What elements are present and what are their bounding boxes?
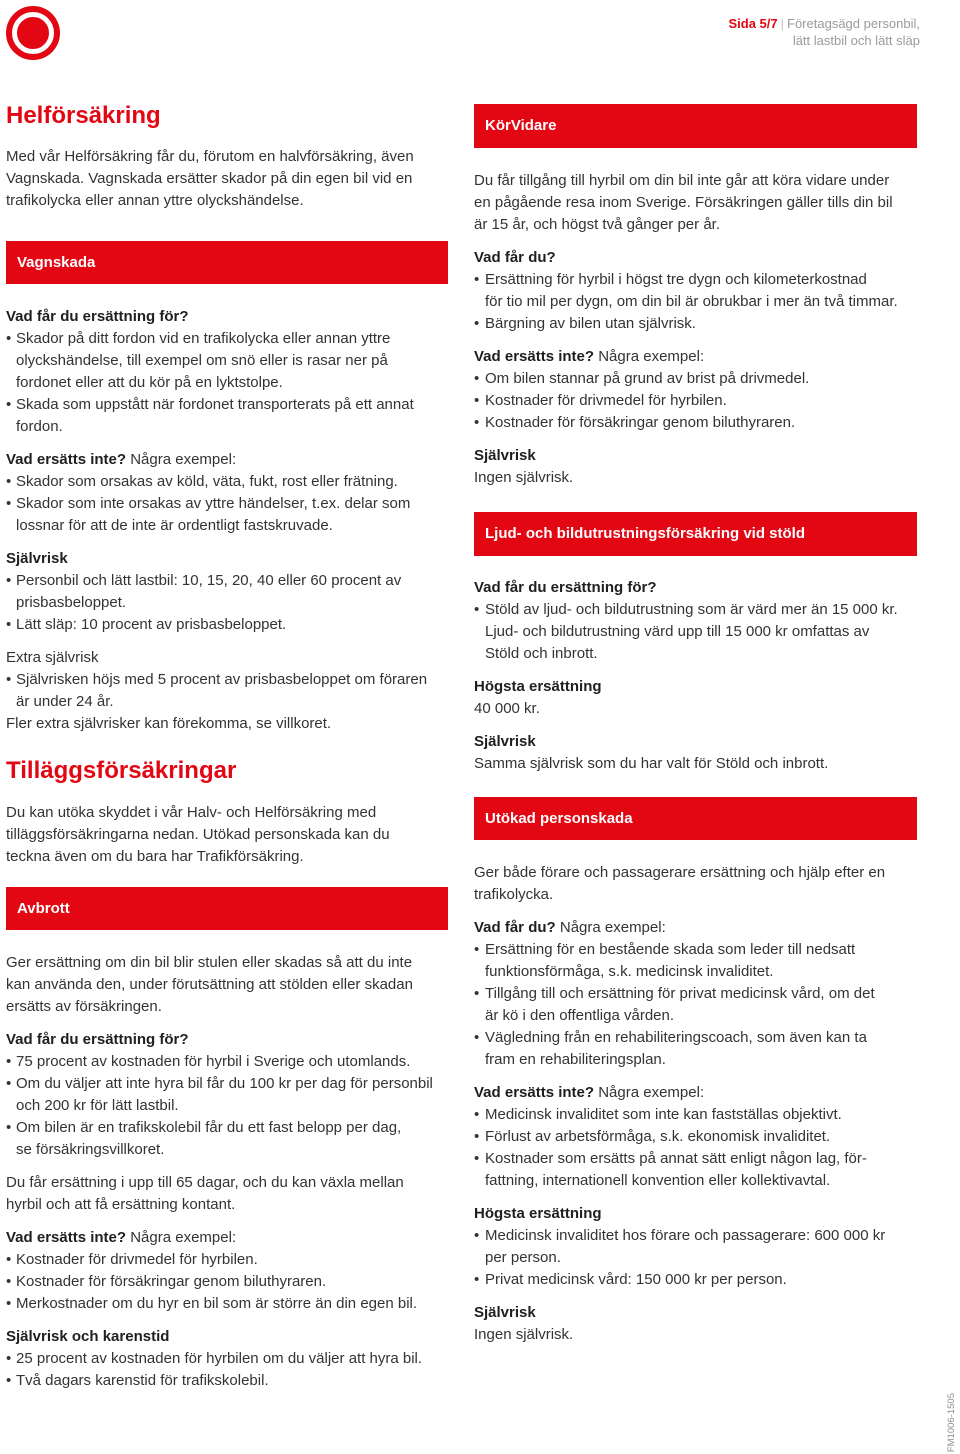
personskada-covered-section	[474, 917, 917, 1071]
section-text: Samma självrisk som du har valt för Stöld och inbrott.	[474, 755, 829, 772]
list-item: • Två dagars karenstid för trafikskolebil.	[6, 1370, 448, 1392]
personskada-intro: Ger både förare och passagerare ersättning och hjälp efter en trafikolycka.	[474, 864, 886, 903]
list-item: • Om bilen stannar på grund av brist på drivmedel.	[474, 368, 917, 390]
section-heading-line	[474, 346, 917, 368]
korvidare-covered-section	[474, 247, 917, 335]
personskada-not-covered-section	[474, 1082, 917, 1192]
section-heading-lead: Några exempel:	[598, 348, 705, 365]
list-item: • Självrisken höjs med 5 procent av prisbasbeloppet om föraren är under 24 år.	[6, 669, 448, 713]
list-item: • Skador som inte orsakas av yttre händelser, t.ex. delar som lossnar för att de inte är ordentligt fastskruvade.	[6, 493, 448, 537]
section-text: 40 000 kr.	[474, 700, 540, 717]
document-code: FM1006-1505	[946, 1393, 957, 1453]
bullet-list	[6, 570, 448, 636]
vagnskada-covered-section	[6, 306, 448, 438]
korvidare-intro: Du får tillgång till hyrbil om din bil inte går att köra vidare under en pågående resa inom Sverige. Försäkringen gäller tills din bil är 15 år, och högst två gånger per år.	[474, 172, 893, 233]
section-heading: Vad får du ersättning för?	[474, 579, 657, 596]
section-heading: Självrisk	[474, 1304, 536, 1321]
bullet-list	[6, 1348, 448, 1392]
ljud-bild-covered-section	[474, 577, 917, 665]
list-item: • Privat medicinsk vård: 150 000 kr per person.	[474, 1269, 917, 1291]
right-column	[474, 0, 917, 1346]
section-heading: Extra självrisk	[6, 649, 99, 666]
list-item: • Medicinsk invaliditet hos förare och passagerare: 600 000 kr per person.	[474, 1225, 917, 1269]
section-heading: Vad ersätts inte?	[474, 1084, 595, 1101]
list-item: • Stöld av ljud- och bildutrustning som är värd mer än 15 000 kr. Ljud- och bildutrustning värd upp till 15 000 kr omfattas av Stöld och inbrott.	[474, 599, 917, 665]
avbrott-note: Du får ersättning i upp till 65 dagar, och du kan växla mellan hyrbil och att få ersättning kontant.	[6, 1174, 404, 1213]
list-item: • 25 procent av kostnaden för hyrbilen om du väljer att hyra bil.	[6, 1348, 448, 1370]
section-text: Ingen självrisk.	[474, 1326, 574, 1343]
list-item: • Bärgning av bilen utan självrisk.	[474, 313, 917, 335]
avbrott-deductible-section	[6, 1326, 448, 1392]
section-heading: Vad ersätts inte?	[6, 451, 127, 468]
list-item: • Vägledning från en rehabiliteringscoach, som även kan ta fram en rehabiliteringsplan.	[474, 1027, 917, 1071]
section-text: Ingen självrisk.	[474, 469, 574, 486]
avbrott-intro: Ger ersättning om din bil blir stulen eller skadas så att du inte kan använda den, under förutsättning att stölden eller skadan ersätts av försäkringen.	[6, 954, 413, 1015]
bullet-list	[6, 328, 448, 438]
section-heading: Självrisk	[474, 447, 536, 464]
header-separator: |	[780, 16, 785, 31]
list-item: • Personbil och lätt lastbil: 10, 15, 20, 40 eller 60 procent av prisbasbeloppet.	[6, 570, 448, 614]
list-item: • Kostnader för drivmedel för hyrbilen.	[474, 390, 917, 412]
list-item: • Om du väljer att inte hyra bil får du 100 kr per dag för personbil och 200 kr för lätt lastbil.	[6, 1073, 448, 1117]
list-item: • Skador på ditt fordon vid en trafikolycka eller annan yttre olyckshändelse, till exempel om snö eller is rasar ner på fordonet eller att du kör på en lyktstolpe.	[6, 328, 448, 394]
list-item: • Skador som orsakas av köld, väta, fukt, rost eller frätning.	[6, 471, 448, 493]
left-column	[6, 0, 448, 1392]
section-heading: Vad ersätts inte?	[474, 348, 595, 365]
personskada-deductible-section	[474, 1302, 917, 1346]
list-item: • Tillgång till och ersättning för privat medicinsk vård, om det är kö i den offentliga vården.	[474, 983, 917, 1027]
section-heading: Självrisk	[474, 733, 536, 750]
ljud-bild-deductible-section	[474, 731, 917, 775]
bullet-list	[474, 269, 917, 335]
helforsakring-title: Helförsäkring	[6, 102, 161, 129]
list-item: • Kostnader för försäkringar genom biluthyraren.	[6, 1271, 448, 1293]
section-heading-line	[6, 1227, 448, 1249]
page-number: Sida 5/7	[728, 16, 778, 31]
korvidare-not-covered-section	[474, 346, 917, 434]
ljud-bild-header-bar: Ljud- och bildutrustningsförsäkring vid stöld	[474, 512, 917, 556]
section-heading-lead: Några exempel:	[598, 1084, 705, 1101]
list-item: • Ersättning för hyrbil i högst tre dygn och kilometerkostnad för tio mil per dygn, om din bil är obrukbar i mer än två timmar.	[474, 269, 917, 313]
helforsakring-intro: Med vår Helförsäkring får du, förutom en halvförsäkring, även Vagnskada. Vagnskada ersätter skador på din egen bil vid en trafikolycka eller annan yttre olyckshändelse.	[6, 148, 414, 209]
doc-title-line1: Företagsägd personbil,	[787, 16, 920, 31]
vagnskada-not-covered-section	[6, 449, 448, 537]
section-heading-line	[6, 449, 448, 471]
section-heading: Vad får du ersättning för?	[6, 308, 189, 325]
section-heading-lead: Några exempel:	[130, 451, 237, 468]
section-heading: Vad får du ersättning för?	[6, 1031, 189, 1048]
vagnskada-header-bar: Vagnskada	[6, 241, 448, 284]
avbrott-covered-section	[6, 1029, 448, 1161]
list-item: • 75 procent av kostnaden för hyrbil i Sverige och utomlands.	[6, 1051, 448, 1073]
ljud-bild-max-section	[474, 676, 917, 720]
section-heading: Vad ersätts inte?	[6, 1229, 127, 1246]
list-item: • Lätt släp: 10 procent av prisbasbeloppet.	[6, 614, 448, 636]
section-heading: Högsta ersättning	[474, 678, 602, 695]
extra-deductible-note: Fler extra självrisker kan förekomma, se villkoret.	[6, 715, 332, 732]
vagnskada-deductible-section	[6, 548, 448, 636]
doc-title-line2: lätt lastbil och lätt släp	[792, 33, 920, 48]
bullet-list	[474, 939, 917, 1071]
korvidare-deductible-section	[474, 445, 917, 489]
list-item: • Medicinsk invaliditet som inte kan fastställas objektivt.	[474, 1104, 917, 1126]
section-heading: Självrisk	[6, 550, 68, 567]
bullet-list	[6, 1249, 448, 1315]
korvidare-header-bar: KörVidare	[474, 104, 917, 148]
tillagg-intro: Du kan utöka skyddet i vår Halv- och Helförsäkring med tilläggsförsäkringarna nedan. Utökad personskada kan du teckna även om du bara har Trafikförsäkring.	[6, 804, 390, 865]
list-item: • Kostnader som ersätts på annat sätt enligt någon lag, för- fattning, internationell konvention eller kollektivavtal.	[474, 1148, 917, 1192]
bullet-list	[474, 599, 917, 665]
bullet-list	[6, 669, 448, 713]
tillagg-title: Tilläggsförsäkringar	[6, 757, 237, 784]
section-heading-lead: Några exempel:	[559, 919, 666, 936]
list-item: • Skada som uppstått när fordonet transporterats på ett annat fordon.	[6, 394, 448, 438]
bullet-list	[6, 471, 448, 537]
bullet-list	[474, 1225, 917, 1291]
avbrott-header-bar: Avbrott	[6, 887, 448, 930]
vagnskada-extra-deductible-section	[6, 647, 448, 735]
list-item: • Om bilen är en trafikskolebil får du ett fast belopp per dag, se försäkringsvillkoret.	[6, 1117, 448, 1161]
bullet-list	[6, 1051, 448, 1161]
avbrott-not-covered-section	[6, 1227, 448, 1315]
list-item: • Kostnader för drivmedel för hyrbilen.	[6, 1249, 448, 1271]
section-heading: Vad får du?	[474, 249, 556, 266]
bullet-list	[474, 1104, 917, 1192]
section-heading-line	[474, 1082, 917, 1104]
list-item: • Ersättning för en bestående skada som leder till nedsatt funktionsförmåga, s.k. medicinsk invaliditet.	[474, 939, 917, 983]
list-item: • Merkostnader om du hyr en bil som är större än din egen bil.	[6, 1293, 448, 1315]
list-item: • Förlust av arbetsförmåga, s.k. ekonomisk invaliditet.	[474, 1126, 917, 1148]
list-item: • Kostnader för försäkringar genom biluthyraren.	[474, 412, 917, 434]
personskada-header-bar: Utökad personskada	[474, 797, 917, 840]
bullet-list	[474, 368, 917, 434]
section-heading-lead: Några exempel:	[130, 1229, 237, 1246]
section-heading: Vad får du?	[474, 919, 556, 936]
section-heading: Högsta ersättning	[474, 1205, 602, 1222]
section-heading: Självrisk och karenstid	[6, 1328, 170, 1345]
section-heading-line	[474, 917, 917, 939]
personskada-max-section	[474, 1203, 917, 1291]
